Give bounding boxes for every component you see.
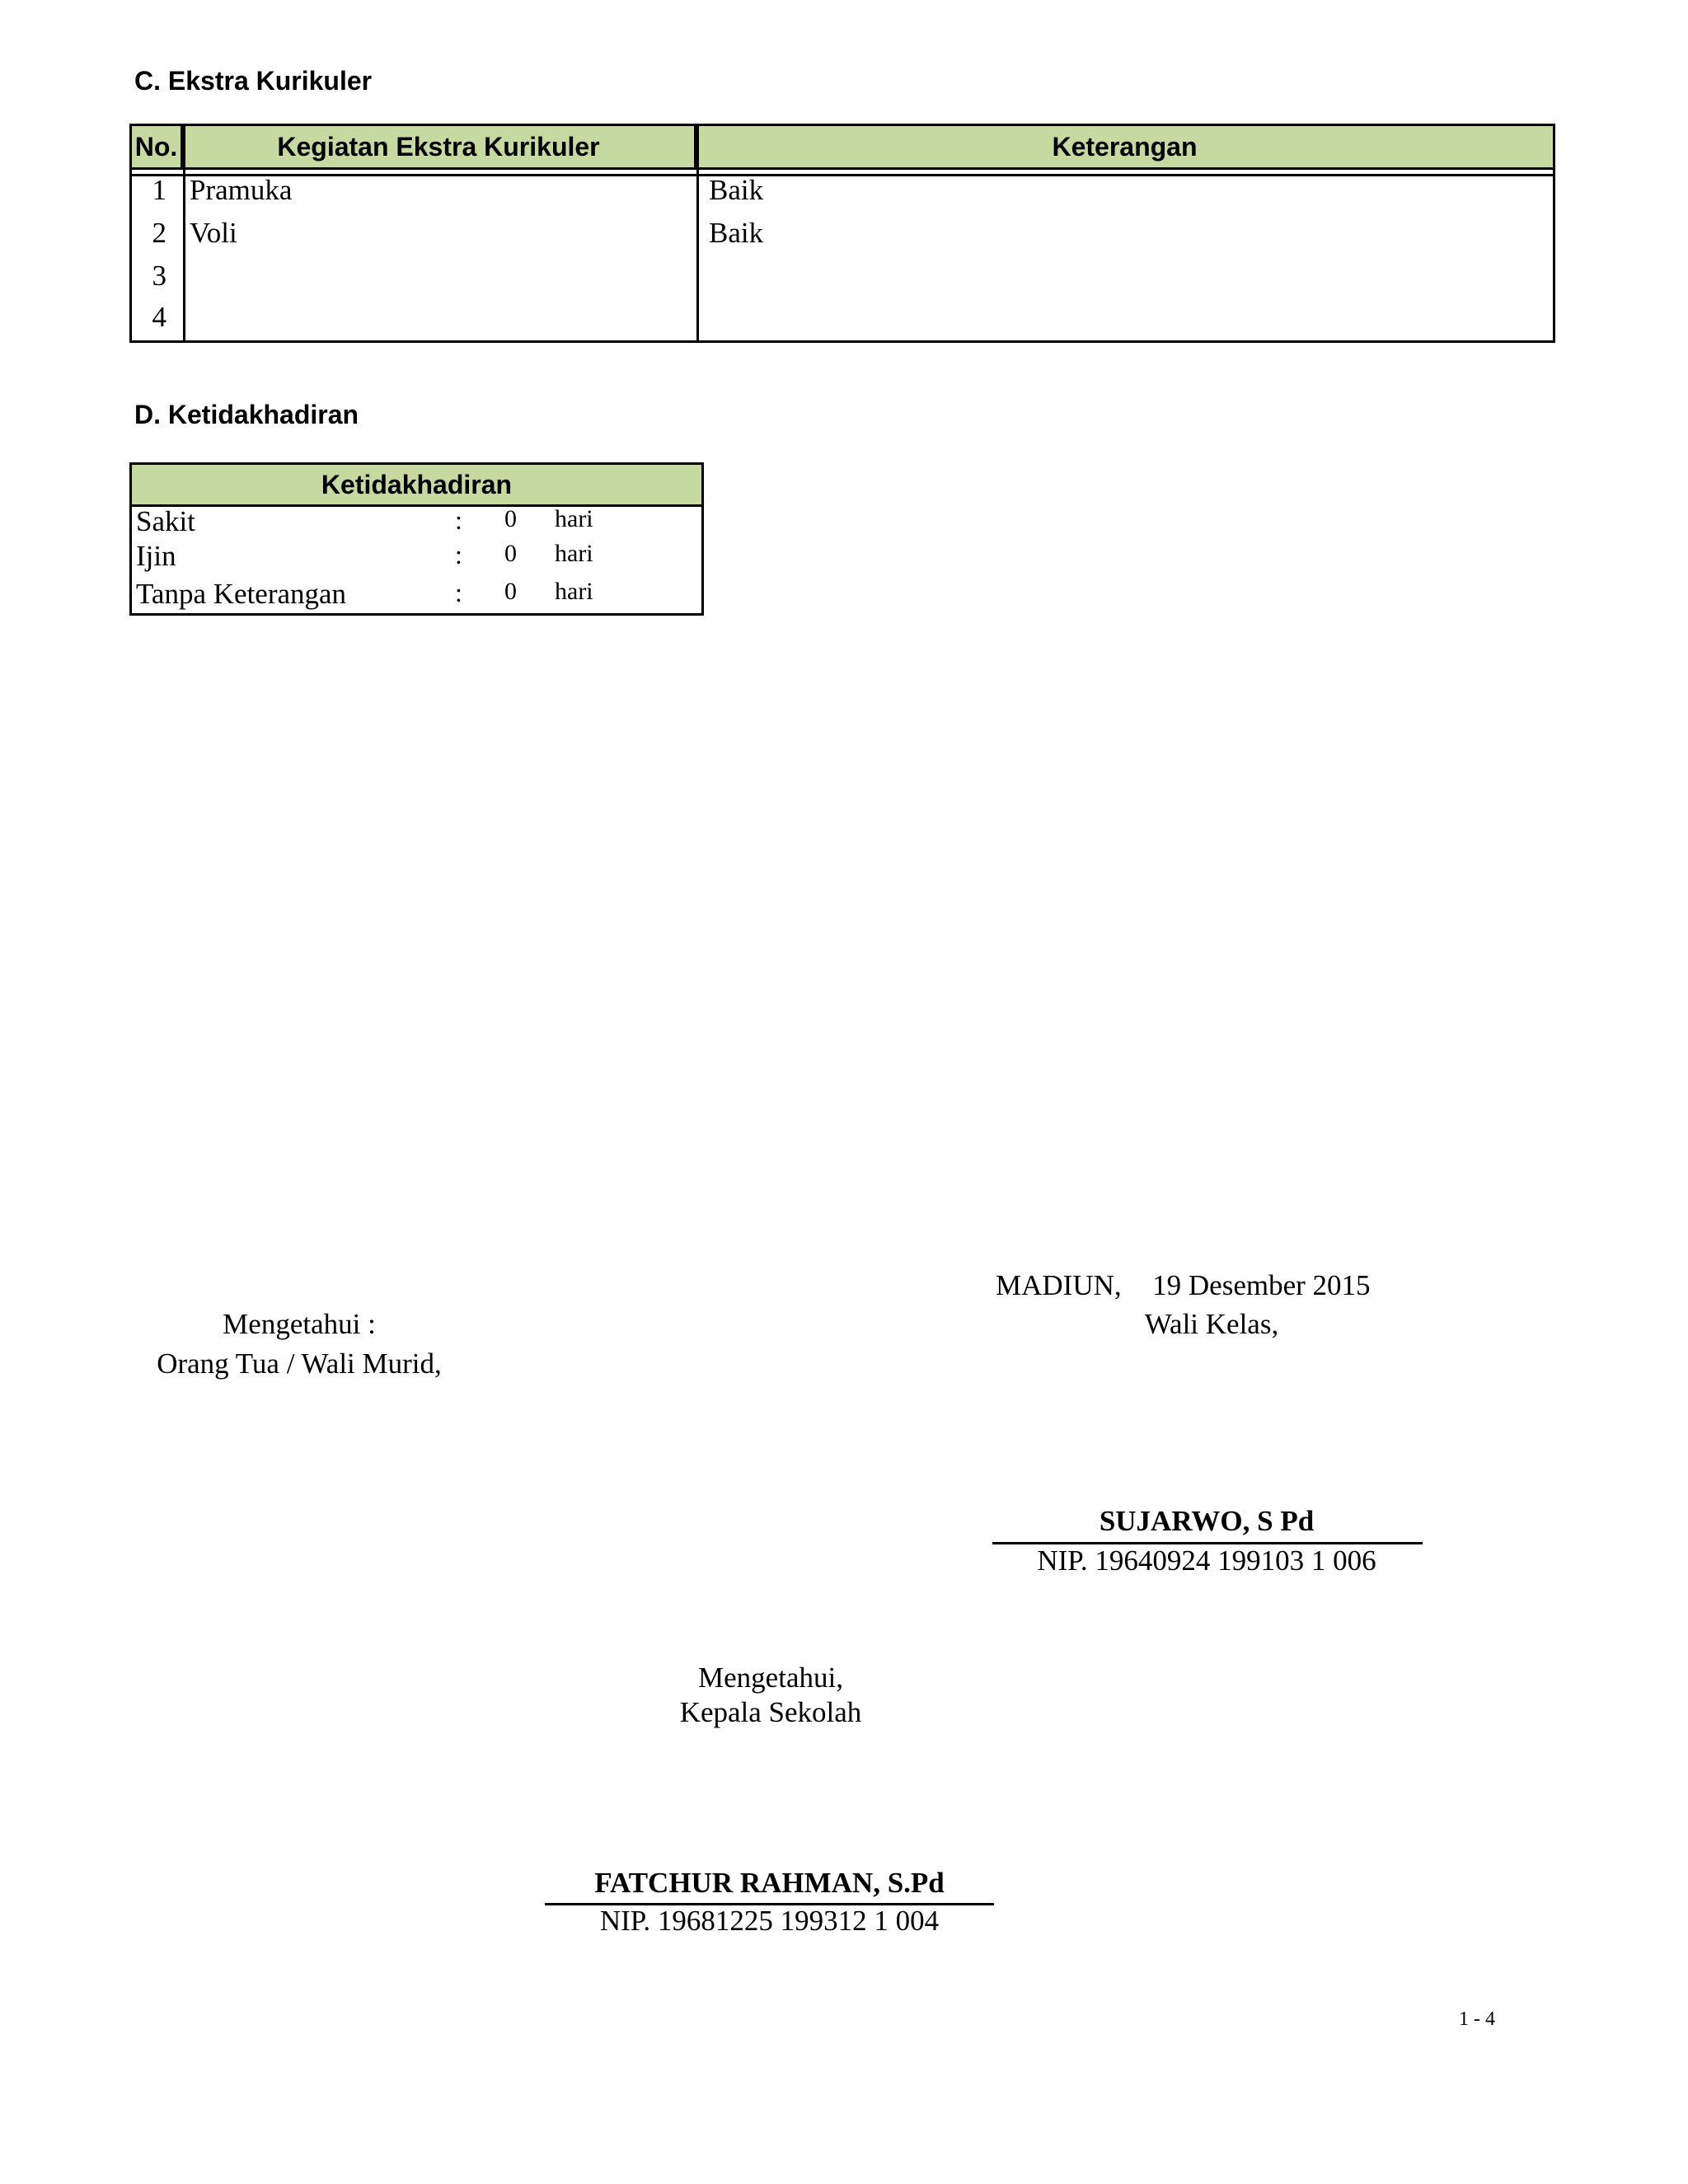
absence-unit: hari: [555, 578, 593, 605]
header-note: Keterangan: [696, 126, 1553, 167]
absence-colon: :: [455, 578, 462, 607]
section-d-title: D. Ketidakhadiran: [134, 400, 359, 429]
table-row: [132, 174, 1553, 217]
table-row: [132, 301, 1553, 344]
row-number: 3: [152, 260, 166, 292]
absence-colon: :: [455, 540, 462, 569]
absence-row-permit: [132, 540, 701, 576]
header-activity: Kegiatan Ekstra Kurikuler: [183, 126, 696, 167]
note-cell: Baik: [709, 174, 764, 206]
row-number: 1: [152, 174, 166, 206]
parent-ack-label: Mengetahui :: [223, 1308, 376, 1340]
extracurricular-table: [129, 124, 1555, 343]
absence-table: [129, 462, 704, 616]
principal-ack-label: Mengetahui,: [698, 1661, 843, 1694]
activity-cell: Voli: [190, 217, 237, 249]
page-number: 1 - 4: [1459, 2008, 1495, 2030]
absence-colon: :: [455, 505, 462, 535]
row-number: 4: [152, 301, 166, 333]
table-row: [132, 217, 1553, 260]
teacher-name: SUJARWO, S Pd: [1099, 1505, 1315, 1537]
section-c-title: C. Ekstra Kurikuler: [134, 66, 373, 96]
absence-unit: hari: [555, 505, 593, 532]
place: MADIUN,: [996, 1269, 1122, 1301]
note-cell: Baik: [709, 217, 764, 249]
absence-row-unexcused: [132, 578, 701, 614]
absence-value: 0: [504, 540, 517, 567]
principal-nip: NIP. 19681225 199312 1 004: [599, 1905, 940, 1937]
principal-title: Kepala Sekolah: [679, 1696, 862, 1728]
absence-header: Ketidakhadiran: [132, 465, 701, 507]
date: 19 Desember 2015: [1152, 1269, 1371, 1301]
teacher-title: Wali Kelas,: [1144, 1308, 1279, 1340]
activity-cell: Pramuka: [190, 174, 293, 206]
row-number: 2: [152, 217, 166, 249]
parent-title: Orang Tua / Wali Murid,: [157, 1347, 442, 1380]
absence-value: 0: [504, 505, 517, 532]
absence-label: Ijin: [136, 540, 176, 572]
place-date: [996, 1269, 1371, 1302]
principal-name: FATCHUR RAHMAN, S.Pd: [594, 1867, 945, 1899]
absence-unit: hari: [555, 540, 593, 567]
absence-label: Sakit: [136, 505, 195, 537]
absence-row-sick: [132, 505, 701, 541]
teacher-nip: NIP. 19640924 199103 1 006: [1037, 1544, 1376, 1577]
header-no: No.: [132, 126, 183, 167]
absence-value: 0: [504, 578, 517, 605]
absence-label: Tanpa Keterangan: [136, 578, 347, 610]
table-row: [132, 260, 1553, 302]
